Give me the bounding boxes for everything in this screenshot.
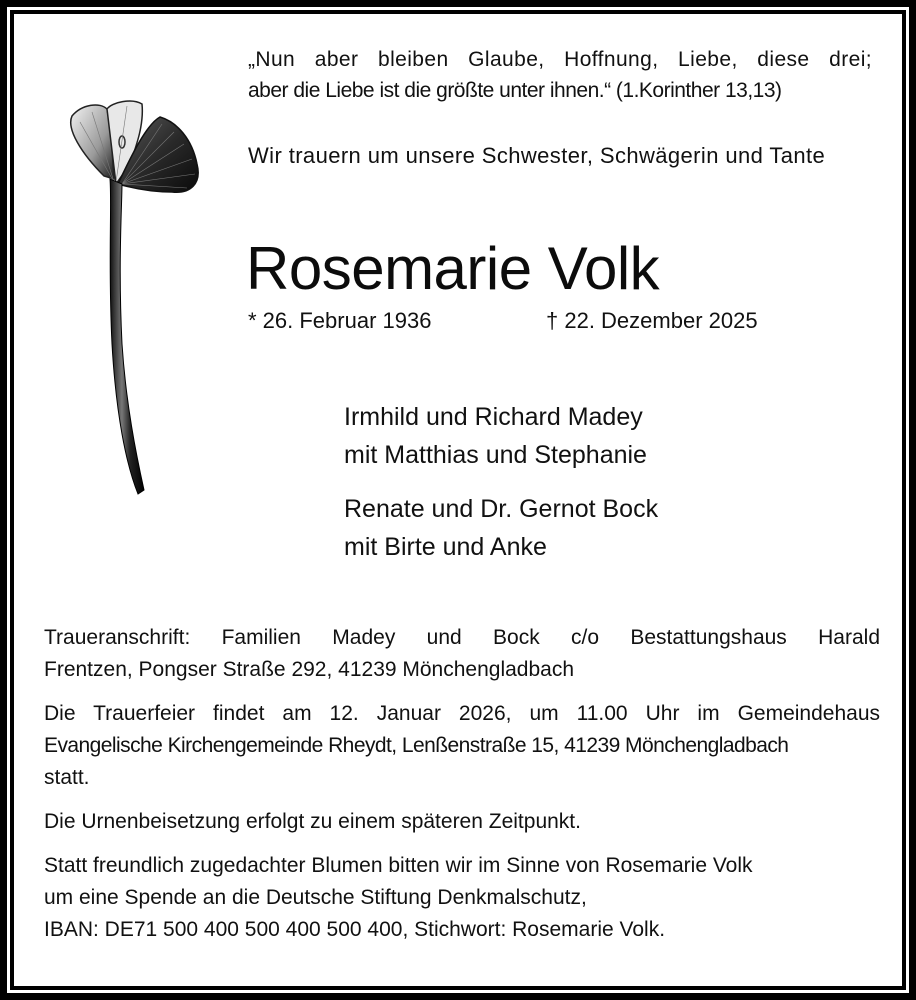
mourner-group [344, 490, 658, 566]
donation-line-3: IBAN: DE71 500 400 500 400 500 400, Stichwort: Rosemarie Volk. [44, 918, 666, 941]
mourner-line: Renate und Dr. Gernot Bock [344, 495, 659, 523]
quote-line-1: „Nun aber bleiben Glaube, Hoffnung, Liebe, diese drei; [248, 48, 872, 71]
mourner-line: mit Birte und Anke [344, 533, 547, 561]
condolence-address [44, 622, 880, 686]
address-line-2: Frentzen, Pongser Straße 292, 41239 Mönchengladbach [44, 658, 575, 681]
mourner-group [344, 398, 658, 474]
death-date: † 22. Dezember 2025 [546, 308, 758, 333]
mourners-list [344, 398, 658, 582]
funeral-service-info [44, 698, 880, 794]
deceased-name: Rosemarie Volk [246, 235, 660, 302]
donation-request [44, 850, 880, 946]
urn-burial-info [44, 806, 880, 838]
donation-line-1: Statt freundlich zugedachter Blumen bitten wir im Sinne von Rosemarie Volk [44, 854, 753, 877]
quote-line-2: aber die Liebe ist die größte unter ihnen.“ (1.Korinther 13,13) [248, 79, 782, 102]
service-line-2: Evangelische Kirchengemeinde Rheydt, Lenßenstraße 15, 41239 Mönchengladbach [44, 734, 789, 757]
service-line-1: Die Trauerfeier findet am 12. Januar 2026, um 11.00 Uhr im Gemeindehaus [44, 702, 880, 725]
bible-quote [248, 44, 872, 106]
obituary-notice [14, 14, 902, 986]
mourner-line: Irmhild und Richard Madey [344, 403, 643, 431]
mourner-line: mit Matthias und Stephanie [344, 441, 647, 469]
birth-date: * 26. Februar 1936 [248, 308, 432, 333]
address-line-1: Traueranschrift: Familien Madey und Bock c/o Bestattungshaus Harald [44, 626, 880, 649]
donation-line-2: um eine Spende an die Deutsche Stiftung Denkmalschutz, [44, 886, 587, 909]
service-line-3: statt. [44, 766, 90, 789]
urn-line: Die Urnenbeisetzung erfolgt zu einem späteren Zeitpunkt. [44, 810, 581, 833]
mourning-intro: Wir trauern um unsere Schwester, Schwägerin und Tante [248, 143, 826, 168]
notice-details [44, 622, 880, 958]
ginkgo-leaf-icon [52, 84, 212, 504]
